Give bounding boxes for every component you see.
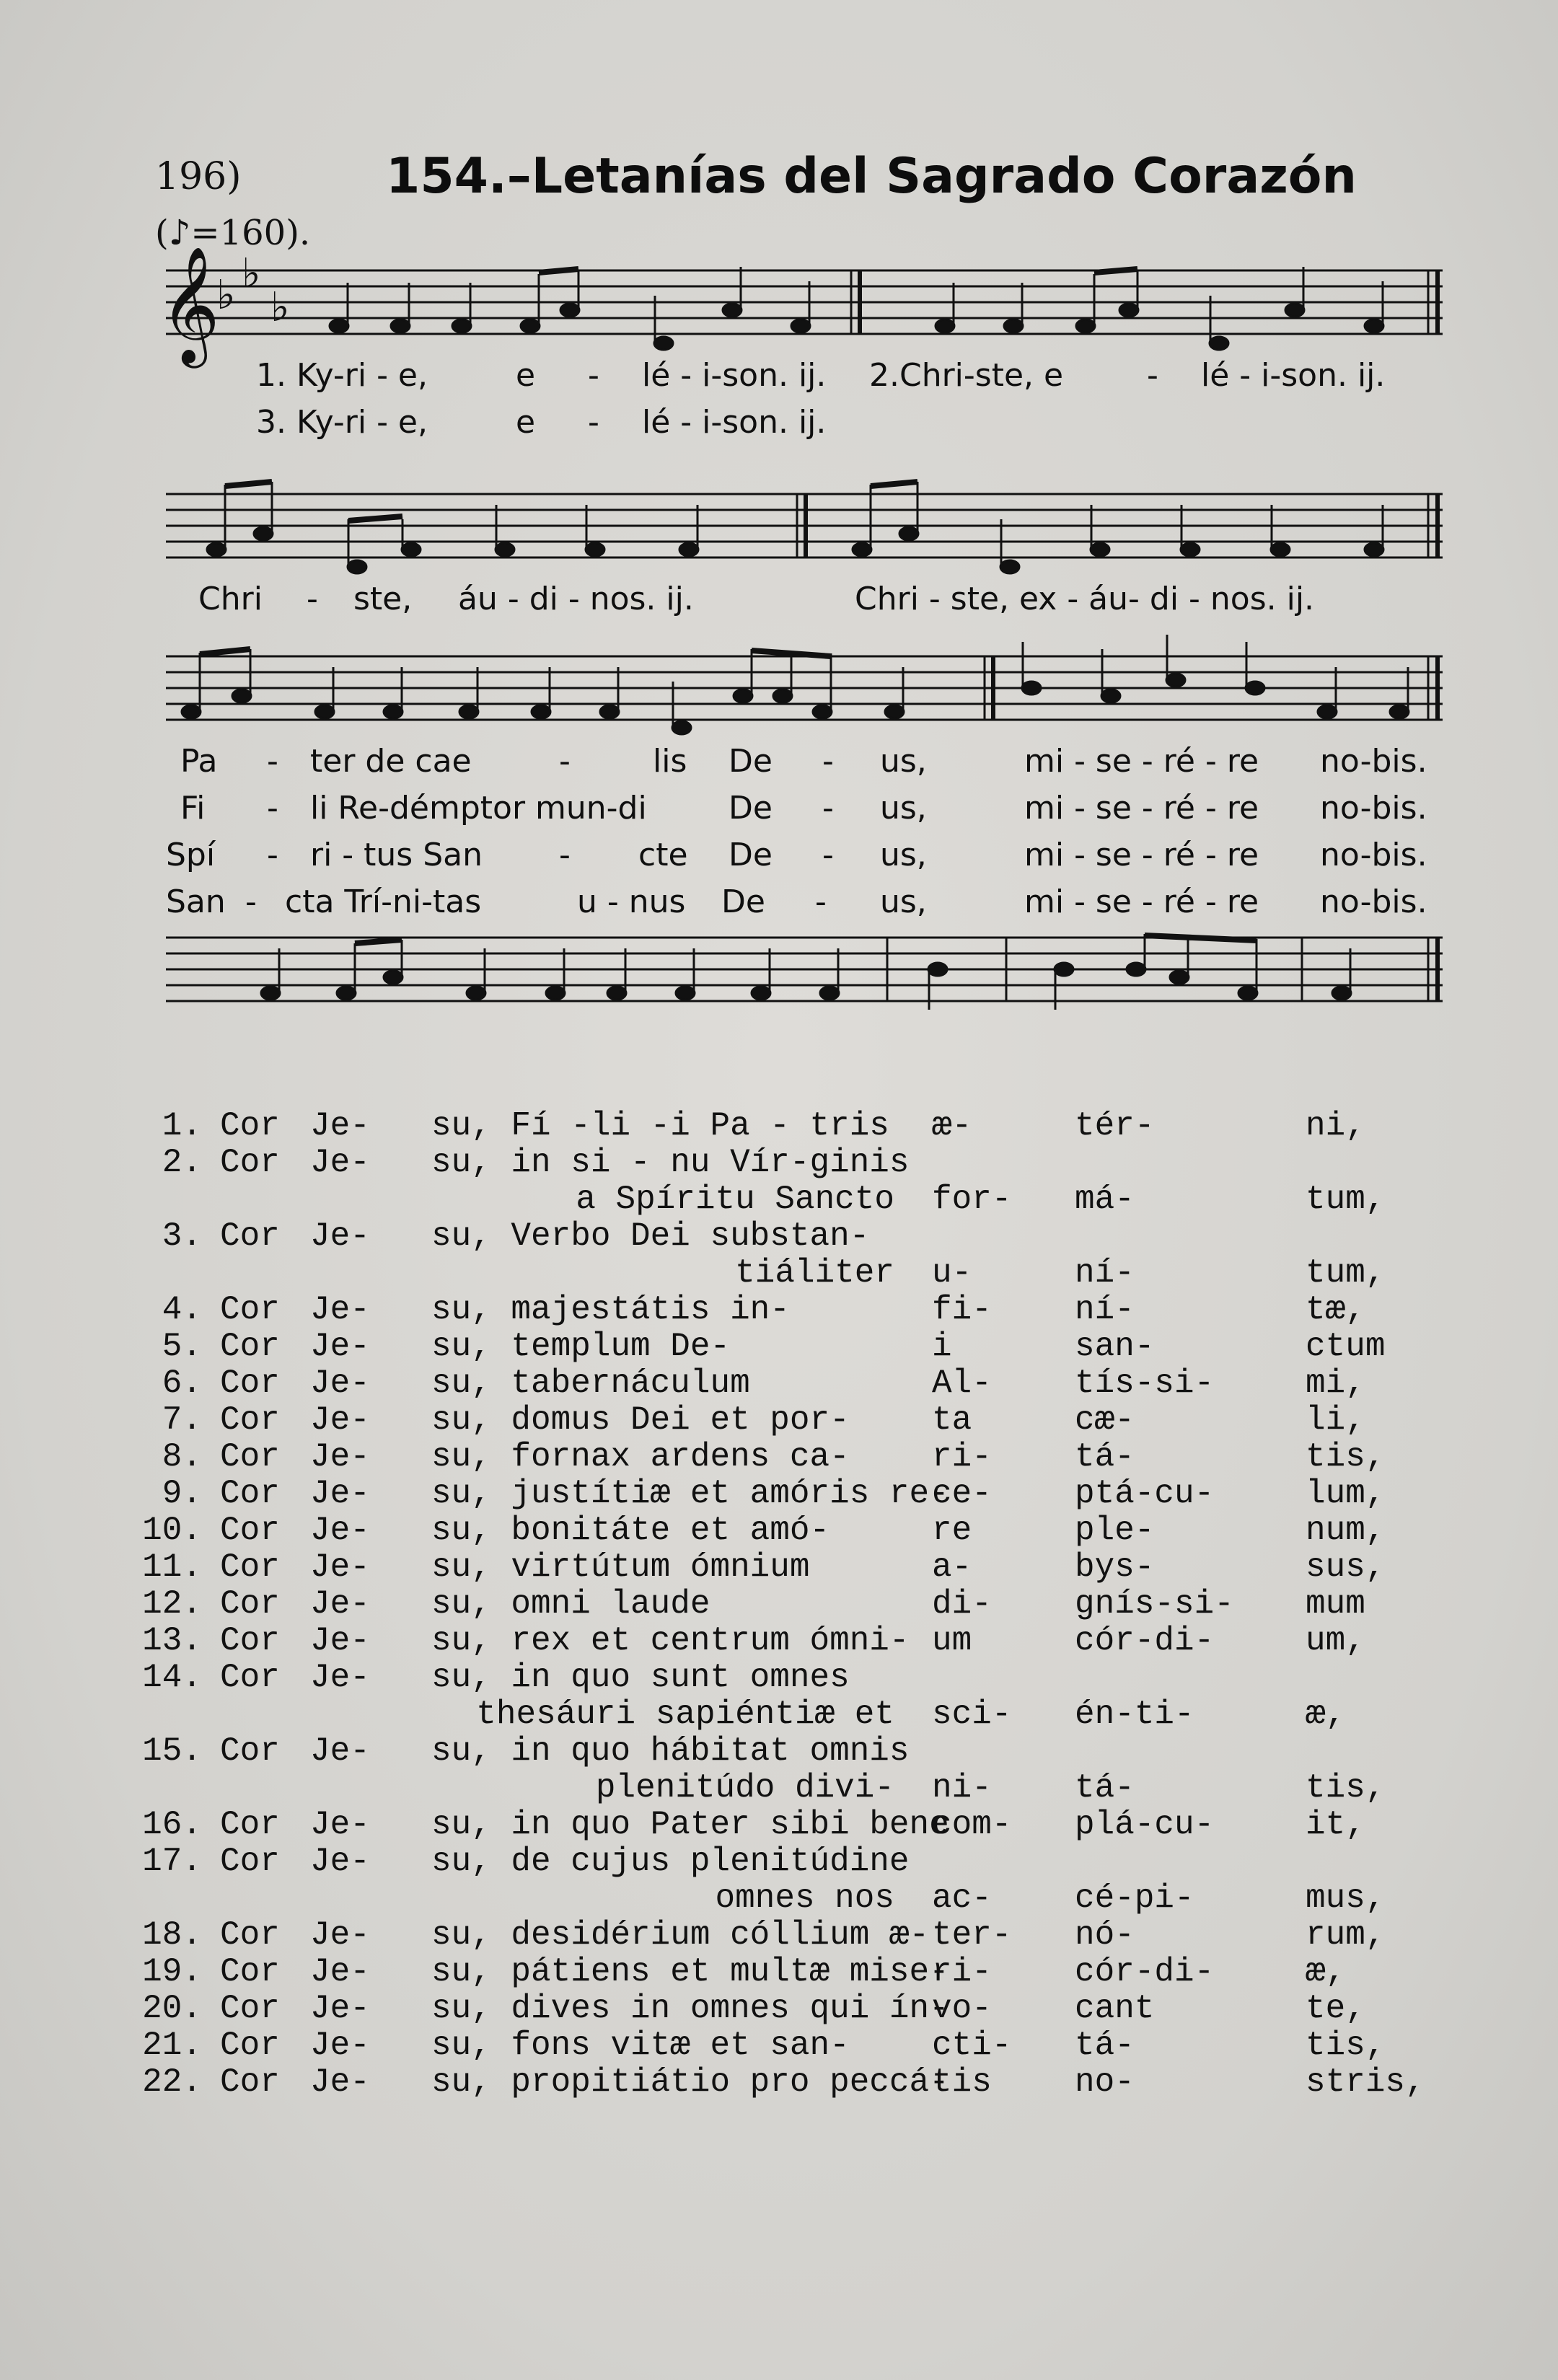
verse-text: su, fornax ardens ca-	[431, 1438, 850, 1476]
verse-cor: Cor	[220, 1291, 280, 1328]
lyric-s3-l2-6: mi - se - ré - re	[1024, 790, 1259, 827]
verse-c1: i	[932, 1328, 952, 1365]
verse-text: su, Verbo Dei substan-	[431, 1217, 870, 1255]
verse-text: su, bonitáte et amó-	[431, 1512, 830, 1549]
verse-cor: Cor	[220, 1107, 280, 1145]
verse-je: Je-	[310, 2027, 370, 2064]
lyric-s3-l2-4: -	[822, 790, 834, 827]
lyric-s1-l1-a: 1. Ky-ri - e,	[256, 357, 428, 394]
verse-num: 13.	[142, 1622, 202, 1660]
verse-c3: te,	[1306, 1990, 1365, 2027]
notes-system-2	[207, 482, 1383, 573]
verse-je: Je-	[310, 1217, 370, 1255]
lyric-s3-l3-0: Spí	[166, 837, 216, 873]
verse-je: Je-	[310, 1144, 370, 1181]
verse-je: Je-	[310, 1806, 370, 1843]
verse-cor: Cor	[220, 1144, 280, 1181]
verse-c3: æ,	[1306, 1696, 1346, 1733]
lyric-s3-l2-0: Fi	[180, 790, 206, 827]
verse-cor: Cor	[220, 1916, 280, 1954]
verse-je: Je-	[310, 1732, 370, 1770]
verse-cor: Cor	[220, 1512, 280, 1549]
verse-c3: sus,	[1306, 1548, 1386, 1586]
lyric-s3-l3-1: -	[267, 837, 278, 873]
verse-je: Je-	[310, 1659, 370, 1696]
lyric-s3-l1-5: De	[729, 743, 773, 780]
verse-c2: plá-cu-	[1075, 1806, 1215, 1843]
verse-text: thesáuri sapiéntiæ et	[476, 1696, 894, 1733]
lyric-s1-l1-g: lé - i-son. ij.	[1201, 357, 1386, 394]
verse-num: 16.	[142, 1806, 202, 1843]
verse-c2: ní-	[1075, 1254, 1135, 1292]
verse-je: Je-	[310, 1328, 370, 1365]
lyric-s1-l2-a: 3. Ky-ri - e,	[256, 404, 428, 441]
verse-c1: ri-	[932, 1438, 992, 1476]
verse-num: 12.	[142, 1585, 202, 1623]
lyric-s2-d: áu - di - nos. ij.	[458, 581, 694, 617]
verse-c1: cti-	[932, 2027, 1012, 2064]
verse-c1: sci-	[932, 1696, 1012, 1733]
verse-text: su, propitiátio pro peccá-	[431, 2063, 949, 2101]
flat-icon: ♭	[216, 272, 236, 319]
verse-num: 4.	[162, 1291, 202, 1328]
lyric-s3-l3-7: us,	[880, 837, 927, 873]
verse-text: su, desidérium cóllium æ-	[431, 1916, 930, 1954]
lyric-s3-l3-9: no-bis.	[1320, 837, 1427, 873]
verse-c2: má-	[1075, 1181, 1135, 1218]
verse-c2: bys-	[1075, 1548, 1155, 1586]
verse-c2: cór-di-	[1075, 1622, 1215, 1660]
verse-c1: tis	[932, 2063, 992, 2101]
verse-text: su, omni laude	[431, 1585, 710, 1623]
lyric-s3-l3-3: -	[559, 837, 571, 873]
verse-je: Je-	[310, 1916, 370, 1954]
verse-cor: Cor	[220, 1732, 280, 1770]
verse-c1: um	[932, 1622, 972, 1660]
verse-c3: tis,	[1306, 1438, 1386, 1476]
verse-c2: tér-	[1075, 1107, 1155, 1145]
flat-icon: ♭	[270, 284, 290, 331]
flat-icon: ♭	[242, 250, 261, 297]
lyric-s3-l3-4: cte	[638, 837, 688, 873]
verse-cor: Cor	[220, 1990, 280, 2027]
lyric-s3-l4-2: cta Trí-ni-tas	[285, 883, 482, 920]
verse-text: tiáliter	[735, 1254, 894, 1292]
verse-je: Je-	[310, 1512, 370, 1549]
verse-je: Je-	[310, 1990, 370, 2027]
verse-text: su, Fí -li -i Pa - tris	[431, 1107, 889, 1145]
verse-je: Je-	[310, 1438, 370, 1476]
lyric-s3-l2-7: no-bis.	[1320, 790, 1427, 827]
verse-c3: tis,	[1306, 1769, 1386, 1807]
verse-je: Je-	[310, 1953, 370, 1991]
lyric-s3-l1-6: -	[822, 743, 834, 780]
verse-c1: ac-	[932, 1879, 992, 1917]
verse-c3: tum,	[1306, 1254, 1386, 1292]
verse-num: 19.	[142, 1953, 202, 1991]
verse-text: su, domus Dei et por-	[431, 1401, 850, 1439]
verse-num: 18.	[142, 1916, 202, 1954]
verse-cor: Cor	[220, 1365, 280, 1402]
verse-text: su, pátiens et multæ mise-	[431, 1953, 949, 1991]
verse-num: 6.	[162, 1365, 202, 1402]
verse-c1: ta	[932, 1401, 972, 1439]
verse-c3: num,	[1306, 1512, 1386, 1549]
verse-num: 21.	[142, 2027, 202, 2064]
verse-num: 11.	[142, 1548, 202, 1586]
lyric-s3-l4-5: -	[815, 883, 827, 920]
verse-c2: nó-	[1075, 1916, 1135, 1954]
verse-c1: a-	[932, 1548, 972, 1586]
lyric-s3-l3-8: mi - se - ré - re	[1024, 837, 1259, 873]
verse-cor: Cor	[220, 1217, 280, 1255]
verse-c3: tum,	[1306, 1181, 1386, 1218]
verse-je: Je-	[310, 1291, 370, 1328]
verse-num: 10.	[142, 1512, 202, 1549]
verse-num: 5.	[162, 1328, 202, 1365]
verse-c3: mum	[1306, 1585, 1365, 1623]
verse-text: omnes nos	[715, 1879, 894, 1917]
verse-cor: Cor	[220, 2027, 280, 2064]
lyric-s1-l1-b: e	[516, 357, 536, 394]
verse-je: Je-	[310, 1107, 370, 1145]
verse-c3: mus,	[1306, 1879, 1386, 1917]
lyric-s3-l2-3: De	[729, 790, 773, 827]
lyric-s3-l4-7: mi - se - ré - re	[1024, 883, 1259, 920]
lyric-s3-l1-7: us,	[880, 743, 927, 780]
verse-c1: ter-	[932, 1916, 1012, 1954]
verse-cor: Cor	[220, 1806, 280, 1843]
verse-je: Je-	[310, 1548, 370, 1586]
verse-num: 1.	[162, 1107, 202, 1145]
verse-num: 3.	[162, 1217, 202, 1255]
verse-c3: ctum	[1306, 1328, 1386, 1365]
verse-c2: ple-	[1075, 1512, 1155, 1549]
verse-text: su, in quo hábitat omnis	[431, 1732, 910, 1770]
verse-c2: san-	[1075, 1328, 1155, 1365]
lyric-s3-l2-5: us,	[880, 790, 927, 827]
lyric-s3-l1-0: Pa	[180, 743, 218, 780]
verse-c1: ce-	[932, 1475, 992, 1512]
staff-system-2	[166, 494, 1443, 557]
verse-cor: Cor	[220, 1438, 280, 1476]
lyric-s3-l1-2: ter de cae	[310, 743, 472, 780]
lyric-s1-l1-d: lé - i-son. ij.	[642, 357, 827, 394]
verse-c3: mi,	[1306, 1365, 1365, 1402]
lyric-s1-l1-c: -	[588, 357, 599, 394]
verse-cor: Cor	[220, 1548, 280, 1586]
lyric-s1-l2-b: e	[516, 404, 536, 441]
verse-c1: u-	[932, 1254, 972, 1292]
verse-c3: it,	[1306, 1806, 1365, 1843]
verse-c3: tæ,	[1306, 1291, 1365, 1328]
lyric-s3-l3-6: -	[822, 837, 834, 873]
verse-text: su, in quo sunt omnes	[431, 1659, 850, 1696]
page-title: 154.–Letanías del Sagrado Corazón	[386, 148, 1357, 205]
verse-je: Je-	[310, 1843, 370, 1880]
verse-c3: rum,	[1306, 1916, 1386, 1954]
verse-c1: di-	[932, 1585, 992, 1623]
verse-c3: um,	[1306, 1622, 1365, 1660]
lyric-s1-l2-d: lé - i-son. ij.	[642, 404, 827, 441]
verse-text: su, rex et centrum ómni-	[431, 1622, 910, 1660]
verse-je: Je-	[310, 2063, 370, 2101]
verse-c1: re	[932, 1512, 972, 1549]
lyric-s3-l1-1: -	[267, 743, 278, 780]
lyric-s2-b: -	[307, 581, 318, 617]
lyric-s1-l1-f: -	[1147, 357, 1158, 394]
verse-num: 14.	[142, 1659, 202, 1696]
verse-text: su, templum De-	[431, 1328, 731, 1365]
verse-je: Je-	[310, 1475, 370, 1512]
lyric-s3-l4-4: De	[721, 883, 765, 920]
verse-c3: tis,	[1306, 2027, 1386, 2064]
lyric-s3-l1-4: lis	[653, 743, 687, 780]
verse-num: 7.	[162, 1401, 202, 1439]
tempo-marking: (♪=160).	[155, 213, 311, 253]
verse-c2: tá-	[1075, 1438, 1135, 1476]
lyric-s3-l1-9: no-bis.	[1320, 743, 1427, 780]
verse-num: 2.	[162, 1144, 202, 1181]
notes-system-1	[330, 267, 1383, 350]
lyric-s3-l4-3: u - nus	[577, 883, 686, 920]
verse-cor: Cor	[220, 1953, 280, 1991]
lyric-s2-e: Chri - ste, ex - áu- di - nos. ij.	[855, 581, 1315, 617]
verse-c2: cór-di-	[1075, 1953, 1215, 1991]
verse-c2: tís-si-	[1075, 1365, 1215, 1402]
verse-c2: cæ-	[1075, 1401, 1135, 1439]
verse-cor: Cor	[220, 1475, 280, 1512]
verse-c3: li,	[1306, 1401, 1365, 1439]
lyric-s3-l4-8: no-bis.	[1320, 883, 1427, 920]
verse-c2: cant	[1075, 1990, 1155, 2027]
verse-cor: Cor	[220, 2063, 280, 2101]
lyric-s3-l2-1: -	[267, 790, 278, 827]
lyric-s2-a: Chri	[198, 581, 263, 617]
lyric-s3-l3-2: ri - tus San	[310, 837, 483, 873]
verse-num: 15.	[142, 1732, 202, 1770]
verse-cor: Cor	[220, 1622, 280, 1660]
verse-num: 20.	[142, 1990, 202, 2027]
verse-c2: tá-	[1075, 1769, 1135, 1807]
verse-cor: Cor	[220, 1328, 280, 1365]
page-number: 196)	[155, 155, 242, 198]
verse-cor: Cor	[220, 1401, 280, 1439]
verse-c2: tá-	[1075, 2027, 1135, 2064]
lyric-s3-l1-3: -	[559, 743, 571, 780]
verse-cor: Cor	[220, 1585, 280, 1623]
notes-system-4	[261, 934, 1351, 1010]
lyric-s3-l3-5: De	[729, 837, 773, 873]
verse-text: su, in si - nu Vír-ginis	[431, 1144, 910, 1181]
verse-c1: com-	[932, 1806, 1012, 1843]
verse-num: 22.	[142, 2063, 202, 2101]
lyric-s3-l2-2: li Re-démptor mun-di	[310, 790, 647, 827]
treble-clef-icon: 𝄞	[160, 246, 220, 363]
verse-c1: vo-	[932, 1990, 992, 2027]
verse-c3: stris,	[1306, 2063, 1425, 2101]
verse-text: su, virtútum ómnium	[431, 1548, 810, 1586]
verse-c3: æ,	[1306, 1953, 1346, 1991]
verse-cor: Cor	[220, 1659, 280, 1696]
verse-je: Je-	[310, 1585, 370, 1623]
verse-text: su, fons vitæ et san-	[431, 2027, 850, 2064]
verse-c3: ni,	[1306, 1107, 1365, 1145]
lyric-s3-l4-1: -	[245, 883, 257, 920]
verse-c2: no-	[1075, 2063, 1135, 2101]
lyric-s3-l1-8: mi - se - ré - re	[1024, 743, 1259, 780]
verse-text: plenitúdo divi-	[595, 1769, 894, 1807]
verse-num: 17.	[142, 1843, 202, 1880]
verse-c1: ni-	[932, 1769, 992, 1807]
verse-c2: ptá-cu-	[1075, 1475, 1215, 1512]
verse-c3: lum,	[1306, 1475, 1386, 1512]
verse-c1: for-	[932, 1181, 1012, 1218]
lyric-s1-l2-c: -	[588, 404, 599, 441]
verse-num: 9.	[162, 1475, 202, 1512]
verse-cor: Cor	[220, 1843, 280, 1880]
verse-c2: gnís-si-	[1075, 1585, 1234, 1623]
lyric-s1-l1-e: 2.Chri-ste, e	[869, 357, 1064, 394]
verse-text: su, justítiæ et amóris re-	[431, 1475, 949, 1512]
verse-c2: cé-pi-	[1075, 1879, 1194, 1917]
verse-je: Je-	[310, 1622, 370, 1660]
verse-text: su, de cujus plenitúdine	[431, 1843, 910, 1880]
verse-je: Je-	[310, 1401, 370, 1439]
lyric-s3-l4-0: San	[166, 883, 226, 920]
lyric-s3-l4-6: us,	[880, 883, 927, 920]
verse-c1: fi-	[932, 1291, 992, 1328]
verse-c1: ri-	[932, 1953, 992, 1991]
verse-num: 8.	[162, 1438, 202, 1476]
verse-text: su, in quo Pater sibi bene	[431, 1806, 949, 1843]
verse-c2: én-ti-	[1075, 1696, 1194, 1733]
verse-je: Je-	[310, 1365, 370, 1402]
lyric-s2-c: ste,	[353, 581, 413, 617]
verse-text: su, majestátis in-	[431, 1291, 790, 1328]
verse-text: su, dives in omnes qui ín-	[431, 1990, 949, 2027]
verse-c1: æ-	[932, 1107, 972, 1145]
verse-text: su, tabernáculum	[431, 1365, 750, 1402]
verse-text: a Spíritu Sancto	[576, 1181, 894, 1218]
verse-c2: ní-	[1075, 1291, 1135, 1328]
verse-c1: Al-	[932, 1365, 992, 1402]
